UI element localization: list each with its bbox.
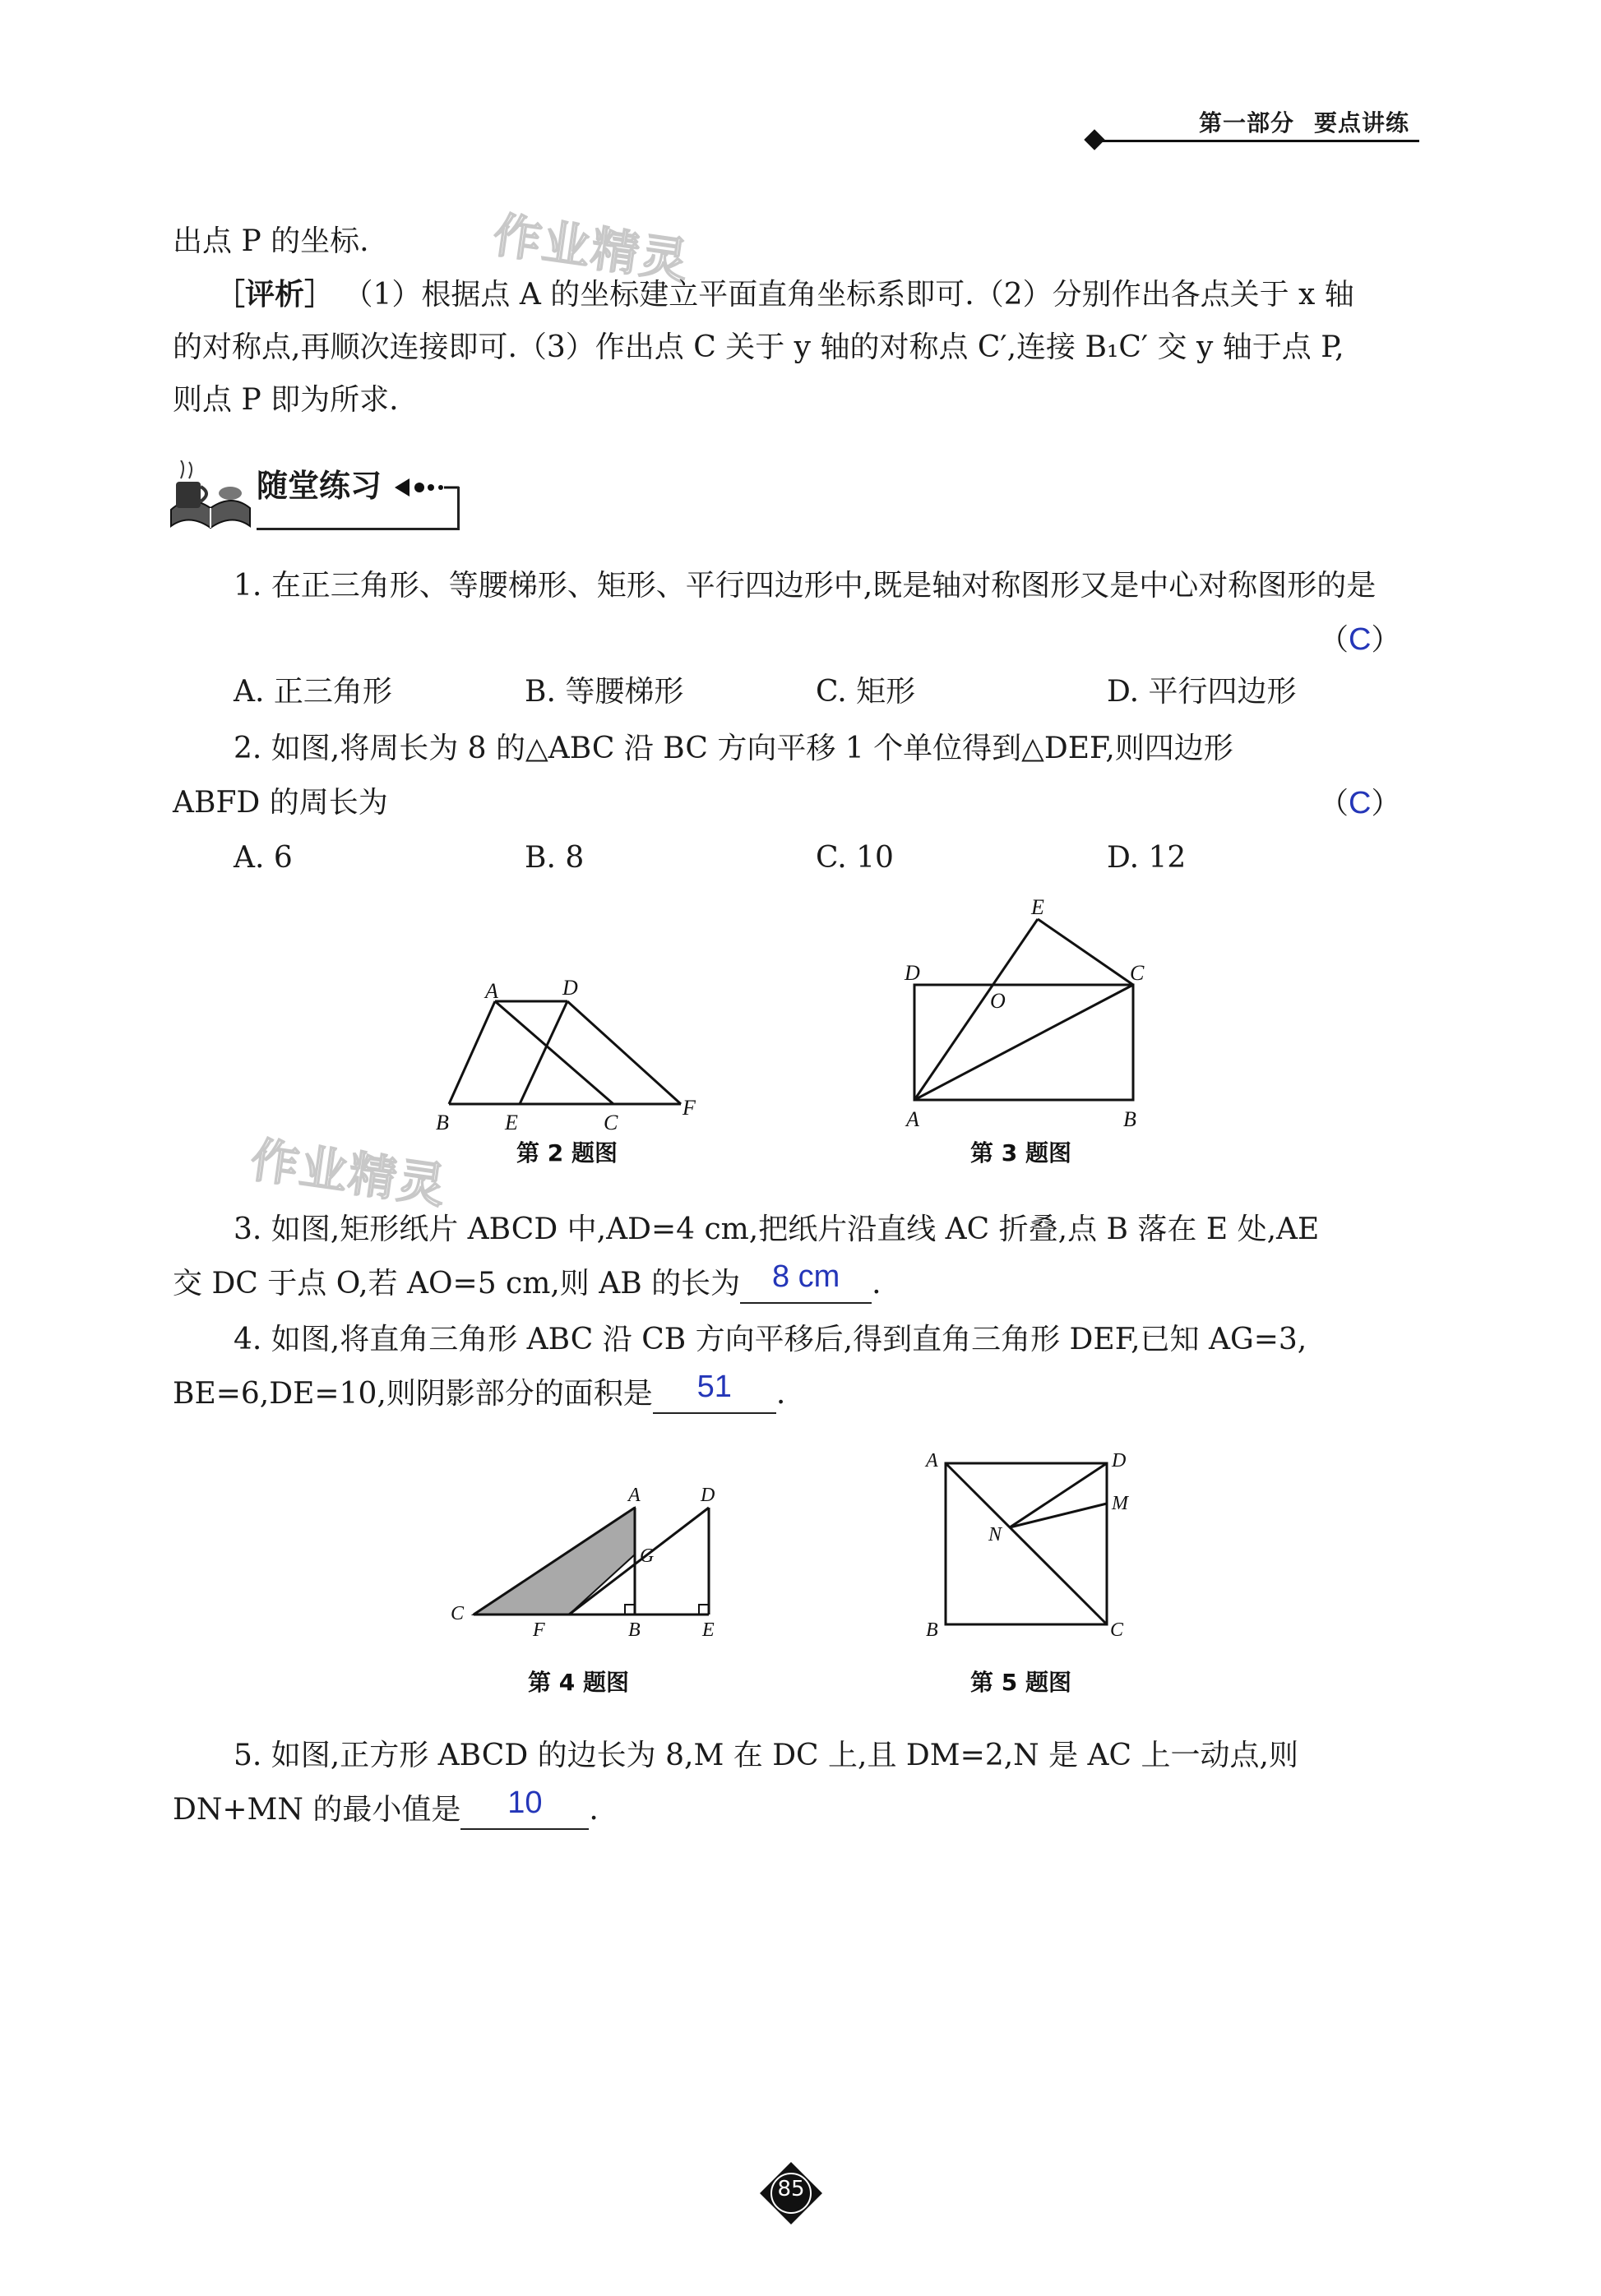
fig4-label-a: A bbox=[628, 1485, 641, 1506]
running-header bbox=[1199, 105, 1409, 138]
q1-option-d: D. 平行四边形 bbox=[1107, 675, 1297, 709]
fig2-label-a: A bbox=[485, 979, 498, 1003]
header-section: 第一部分 bbox=[1199, 109, 1295, 136]
analysis-line-1 bbox=[215, 269, 1354, 321]
fig2-label-d: D bbox=[562, 976, 578, 1000]
watermark-top: 作业精灵 bbox=[489, 206, 693, 290]
analysis-tag: ［评析］ bbox=[215, 278, 335, 312]
q1-answer-paren: （C） bbox=[1319, 622, 1401, 657]
q1-option-a: A. 正三角形 bbox=[234, 675, 392, 709]
q2-option-b: B. 8 bbox=[525, 841, 585, 875]
header-topic: 要点讲练 bbox=[1314, 109, 1410, 136]
fig3-caption: 第 3 题图 bbox=[970, 1139, 1071, 1166]
fig2-caption: 第 2 题图 bbox=[516, 1139, 618, 1166]
figure-4-translated-triangles bbox=[474, 1508, 709, 1615]
section-title: 随堂练习 bbox=[257, 468, 382, 504]
analysis-line-3: 则点 P 即为所求. bbox=[173, 383, 399, 417]
fig3-label-a: A bbox=[906, 1107, 919, 1131]
q3-stem-2-text: 交 DC 于点 O,若 AO=5 cm,则 AB 的长为 bbox=[173, 1267, 741, 1300]
q5-answer: 10 bbox=[507, 1786, 543, 1820]
q3-answer: 8 cm bbox=[771, 1259, 840, 1294]
figure-3-folded-rectangle bbox=[914, 919, 1133, 1100]
fig3-label-b: B bbox=[1123, 1107, 1136, 1131]
intro-line-0: 出点 P 的坐标. bbox=[173, 224, 369, 258]
q1-stem: 1. 在正三角形、等腰梯形、矩形、平行四边形中,既是轴对称图形又是中心对称图形的是 bbox=[234, 569, 1377, 603]
q5-stem-1: 5. 如图,正方形 ABCD 的边长为 8,M 在 DC 上,且 DM=2,N 是 AC 上一动点,则 bbox=[234, 1739, 1298, 1772]
figure-2-trapezoid bbox=[449, 1001, 681, 1104]
q2-option-a: A. 6 bbox=[234, 841, 293, 875]
fig5-label-b: B bbox=[926, 1619, 938, 1641]
fig5-label-n: N bbox=[988, 1524, 1002, 1545]
fig5-label-c: C bbox=[1110, 1619, 1124, 1641]
watermark-middle: 作业精灵 bbox=[247, 1131, 451, 1215]
header-rule bbox=[1099, 140, 1419, 142]
q2-option-d: D. 12 bbox=[1107, 841, 1187, 875]
q2-stem-2: ABFD 的周长为 bbox=[173, 786, 388, 820]
q4-stem-1: 4. 如图,将直角三角形 ABC 沿 CB 方向平移后,得到直角三角形 DEF,已知 AG=3, bbox=[234, 1323, 1307, 1356]
fig4-label-f: F bbox=[533, 1619, 545, 1641]
q3-stem-2-end: . bbox=[872, 1267, 881, 1300]
q4-stem-2-text: BE=6,DE=10,则阴影部分的面积是 bbox=[173, 1377, 653, 1411]
fig2-label-e: E bbox=[505, 1111, 518, 1134]
q3-stem-1: 3. 如图,矩形纸片 ABCD 中,AD=4 cm,把纸片沿直线 AC 折叠,点 B 落在 E 处,AE bbox=[234, 1213, 1320, 1246]
q2-option-c: C. 10 bbox=[816, 841, 894, 875]
q1-option-b: B. 等腰梯形 bbox=[525, 675, 684, 709]
analysis-text-1: （1）根据点 A 的坐标建立平面直角坐标系即可.（2）分别作出各点关于 x 轴 bbox=[343, 278, 1354, 312]
q4-stem-2-end: . bbox=[775, 1377, 786, 1411]
fig4-label-b: B bbox=[628, 1619, 641, 1641]
fig5-label-m: M bbox=[1112, 1493, 1128, 1514]
fig3-label-c: C bbox=[1130, 961, 1145, 985]
fig2-label-c: C bbox=[604, 1111, 618, 1134]
q1-answer: C bbox=[1349, 622, 1372, 657]
fig2-label-b: B bbox=[436, 1111, 449, 1134]
q4-answer: 51 bbox=[696, 1370, 732, 1404]
q4-stem-2 bbox=[173, 1368, 785, 1421]
fig4-caption: 第 4 题图 bbox=[528, 1669, 629, 1696]
q5-stem-2-end: . bbox=[589, 1793, 599, 1827]
q2-answer-paren: （C） bbox=[1319, 786, 1401, 820]
fig3-label-e: E bbox=[1031, 895, 1044, 919]
q5-answer-blank bbox=[460, 1786, 589, 1830]
q2-stem-1: 2. 如图,将周长为 8 的△ABC 沿 BC 方向平移 1 个单位得到△DEF,则四边形 bbox=[234, 732, 1233, 765]
figure-5-square bbox=[946, 1463, 1107, 1624]
book-and-cup-icon bbox=[164, 460, 257, 534]
q3-answer-blank bbox=[740, 1259, 872, 1304]
fig4-label-g: G bbox=[640, 1545, 655, 1567]
fig5-label-a: A bbox=[926, 1450, 938, 1471]
page-number: 85 bbox=[777, 2177, 805, 2201]
fig4-label-e: E bbox=[702, 1619, 715, 1641]
q5-stem-2-text: DN+MN 的最小值是 bbox=[173, 1793, 461, 1827]
analysis-line-2: 的对称点,再顺次连接即可.（3）作出点 C 关于 y 轴的对称点 C′,连接 B₁C′ 交 y 轴于点 P, bbox=[173, 330, 1344, 364]
section-frame-bottom bbox=[257, 528, 457, 530]
fig4-label-d: D bbox=[701, 1485, 715, 1506]
fig5-label-d: D bbox=[1112, 1450, 1127, 1471]
q5-stem-2 bbox=[173, 1784, 599, 1836]
fig5-caption: 第 5 题图 bbox=[970, 1669, 1071, 1696]
figures-row-2 bbox=[0, 1430, 1601, 1702]
fig4-label-c: C bbox=[451, 1603, 465, 1624]
q2-answer: C bbox=[1349, 786, 1372, 820]
fig3-label-d: D bbox=[905, 961, 920, 985]
q4-answer-blank bbox=[653, 1370, 776, 1414]
section-arrow-icon bbox=[393, 475, 459, 500]
figures-row-1 bbox=[0, 888, 1601, 1184]
q1-option-c: C. 矩形 bbox=[816, 675, 916, 709]
q3-stem-2 bbox=[173, 1258, 881, 1310]
section-frame-right bbox=[457, 487, 460, 530]
fig3-label-o: O bbox=[990, 989, 1006, 1013]
fig2-label-f: F bbox=[683, 1096, 696, 1120]
